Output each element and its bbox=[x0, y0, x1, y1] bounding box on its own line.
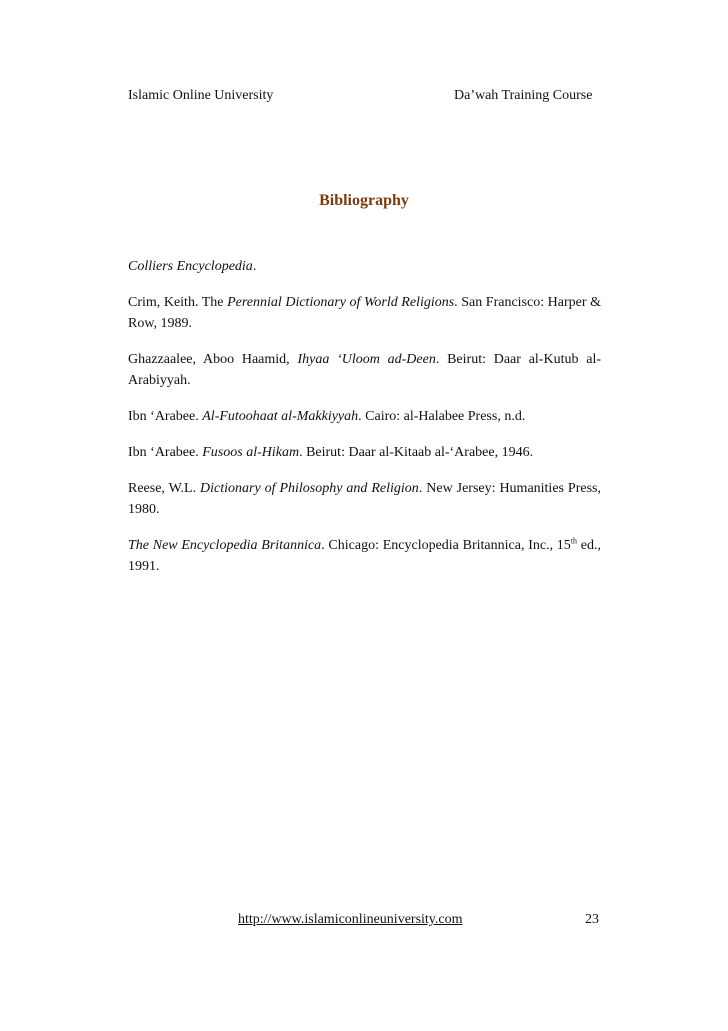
entry-text: . bbox=[252, 259, 257, 274]
entry-text: . Beirut: Daar al-Kutub al-Arabiyyah. bbox=[128, 352, 601, 388]
entry-text: . New Jersey: Humanities Press, 1980. bbox=[128, 481, 601, 517]
bibliography-list bbox=[128, 256, 601, 592]
entry-text: Ibn ‘Arabee. bbox=[128, 409, 203, 424]
entry-text: Ghazzaalee, Aboo Haamid, bbox=[128, 352, 298, 367]
entry-title: Fusoos al-Hikam bbox=[202, 445, 300, 460]
entry-title: Ihyaa ‘Uloom ad-Deen bbox=[297, 352, 436, 367]
ordinal-superscript: th bbox=[570, 536, 578, 546]
entry-text: Reese, W.L. bbox=[128, 481, 201, 496]
entry-title: The New Encyclopedia Britannica bbox=[128, 538, 322, 553]
bibliography-entry bbox=[128, 535, 601, 577]
entry-text: . Beirut: Daar al-Kitaab al-‘Arabee, 1946. bbox=[299, 445, 534, 460]
entry-text: . Cairo: al-Halabee Press, n.d. bbox=[358, 409, 526, 424]
page-number: 23 bbox=[585, 912, 599, 927]
entry-text: ed., 1991. bbox=[128, 538, 602, 574]
header-course: Da’wah Training Course bbox=[454, 88, 593, 103]
entry-text: Ibn ‘Arabee. bbox=[128, 445, 203, 460]
entry-title: Al-Futoohaat al-Makkiyyah bbox=[202, 409, 359, 424]
bibliography-entry bbox=[128, 256, 601, 277]
bibliography-entry bbox=[128, 478, 601, 520]
bibliography-entry bbox=[128, 292, 601, 334]
entry-title: Colliers Encyclopedia bbox=[128, 259, 253, 274]
bibliography-entry bbox=[128, 349, 601, 391]
entry-text: Crim, Keith. The bbox=[128, 295, 228, 310]
header-institution: Islamic Online University bbox=[128, 88, 274, 103]
footer-url-link[interactable]: http://www.islamiconlineuniversity.com bbox=[238, 912, 463, 927]
bibliography-entry bbox=[128, 442, 601, 463]
entry-title: Perennial Dictionary of World Religions bbox=[227, 295, 455, 310]
page-title: Bibliography bbox=[319, 192, 409, 209]
entry-text: . San Francisco: Harper & Row, 1989. bbox=[128, 295, 601, 331]
entry-title: Dictionary of Philosophy and Religion bbox=[200, 481, 419, 496]
entry-text: . Chicago: Encyclopedia Britannica, Inc., 15 bbox=[321, 538, 571, 553]
bibliography-entry bbox=[128, 406, 601, 427]
